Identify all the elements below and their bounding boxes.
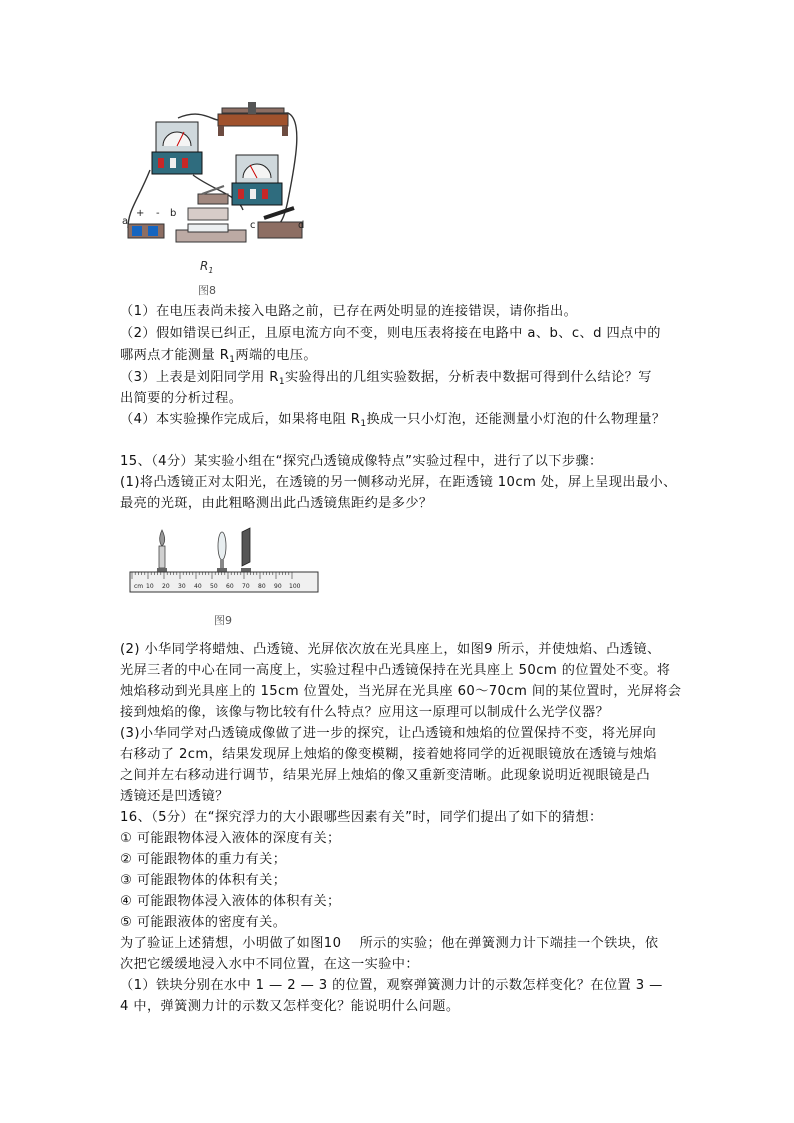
q16-verify-line2: 次把它缓缓地浸入水中不同位置，在这一实验中： (120, 957, 419, 972)
q16-guess-3: ③ 可能跟物体的体积有关； (120, 873, 287, 888)
q15-step2-line1: (2) 小华同学将蜡烛、凸透镜、光屏依次放在光具座上，如图9 所示，并使烛焰、凸透镜、 (120, 642, 661, 657)
q14-part3-line1: （3）上表是刘阳同学用 $R_1$实验得出的几组实验数据，分析表中数据可得到什么结论？写 (120, 370, 652, 387)
point-minus-label: - (156, 208, 160, 219)
figure-8-caption: 图8 (198, 284, 216, 297)
q15-step3-line4: 透镜还是凹透镜？ (120, 789, 229, 804)
q15-step1-line2: 最亮的光斑，由此粗略测出此凸透镜焦距约是多少？ (120, 496, 433, 511)
bench-tick-20: 20 (162, 583, 170, 590)
bench-tick-100: 100 (289, 583, 301, 590)
figure-8-circuit (118, 100, 308, 305)
r1-label: $R_1$ (200, 259, 214, 275)
q15-title: 15、（4分）某实验小组在“探究凸透镜成像特点”实验过程中，进行了以下步骤： (120, 454, 603, 469)
q16-question1-line2: 4 中，弹簧测力计的示数又怎样变化？能说明什么问题。 (120, 999, 460, 1014)
point-plus-label: + (136, 208, 145, 219)
q15-step1-line1: (1)将凸透镜正对太阳光，在透镜的另一侧移动光屏，在距透镜 10cm 处，屏上呈现出最小、 (120, 475, 677, 490)
q15-step2-line4: 接到烛焰的像，该像与物比较有什么特点？应用这一原理可以制成什么光学仪器？ (120, 705, 610, 720)
figure-9-caption: 图9 (214, 614, 232, 627)
point-a-label: a (122, 216, 129, 227)
bench-tick-60: 60 (226, 583, 234, 590)
battery-box (128, 224, 164, 238)
bench-tick-40: 40 (194, 583, 202, 590)
q15-step3-line2: 右移动了 2cm，结果发现屏上烛焰的像变模糊，接着她将同学的近视眼镜放在透镜与烛焰 (120, 747, 658, 762)
light-screen (241, 528, 251, 572)
point-c-label: c (250, 220, 256, 231)
ammeter (152, 122, 202, 174)
q15-step3-line3: 之间并左右移动进行调节，结果光屏上烛焰的像又重新变清晰。此现象说明近视眼镜是凸 (120, 768, 650, 783)
bench-tick-30: 30 (178, 583, 186, 590)
bench-tick-80: 80 (258, 583, 266, 590)
bench-tick-90: 90 (274, 583, 282, 590)
candle (157, 530, 167, 572)
figure-9-optical-bench (128, 526, 322, 636)
q14-part3-line2: 出简要的分析过程。 (120, 391, 243, 406)
convex-lens (217, 532, 227, 572)
voltmeter (232, 155, 282, 205)
rheostat (218, 102, 288, 136)
point-d-label: d (298, 220, 305, 231)
q16-guess-5: ⑤ 可能跟液体的密度有关。 (120, 915, 287, 930)
point-b-label: b (170, 208, 177, 219)
q16-title: 16、（5分）在“探究浮力的大小跟哪些因素有关”时，同学们提出了如下的猜想： (120, 810, 603, 825)
q16-guess-1: ① 可能跟物体浸入液体的深度有关； (120, 831, 341, 846)
q15-step2-line3: 烛焰移动到光具座上的 15cm 位置处，当光屏在光具座 60～70cm 间的某位置时，光屏将会 (120, 684, 682, 699)
q14-part4: （4）本实验操作完成后，如果将电阻 $R_1$换成一只小灯泡，还能测量小灯泡的什么物理量？ (120, 412, 666, 429)
switch (198, 186, 228, 204)
bench-unit-label: cm (134, 583, 144, 590)
q15-step2-line2: 光屏三者的中心在同一高度上，实验过程中凸透镜保持在光具座上 50cm 的位置处不变。将 (120, 663, 671, 678)
bench-tick-50: 50 (210, 583, 218, 590)
q16-guess-4: ④ 可能跟物体浸入液体的体积有关； (120, 894, 341, 909)
q14-part2-line2: 哪两点才能测量 $R_1$两端的电压。 (120, 348, 317, 365)
q16-question1-line1: （1）铁块分别在水中 1 — 2 — 3 的位置，观察弹簧测力计的示数怎样变化？在位置 3 — (120, 978, 663, 993)
q16-verify-line1: 为了验证上述猜想，小明做了如图10 所示的实验；他在弹簧测力计下端挂一个铁块，依 (120, 936, 659, 951)
q16-guess-2: ② 可能跟物体的重力有关； (120, 852, 287, 867)
bench-tick-70: 70 (242, 583, 250, 590)
q15-step3-line1: (3)小华同学对凸透镜成像做了进一步的探究，让凸透镜和烛焰的位置保持不变，将光屏向 (120, 726, 657, 741)
bench-tick-10: 10 (146, 583, 154, 590)
q14-part2-line1: （2）假如错误已纠正，且原电流方向不变，则电压表将接在电路中 a、b、c、d 四点中的 (120, 326, 661, 341)
q14-part1: （1）在电压表尚未接入电路之前，已存在两处明显的连接错误，请你指出。 (120, 304, 578, 319)
resistor-r1 (176, 224, 246, 242)
